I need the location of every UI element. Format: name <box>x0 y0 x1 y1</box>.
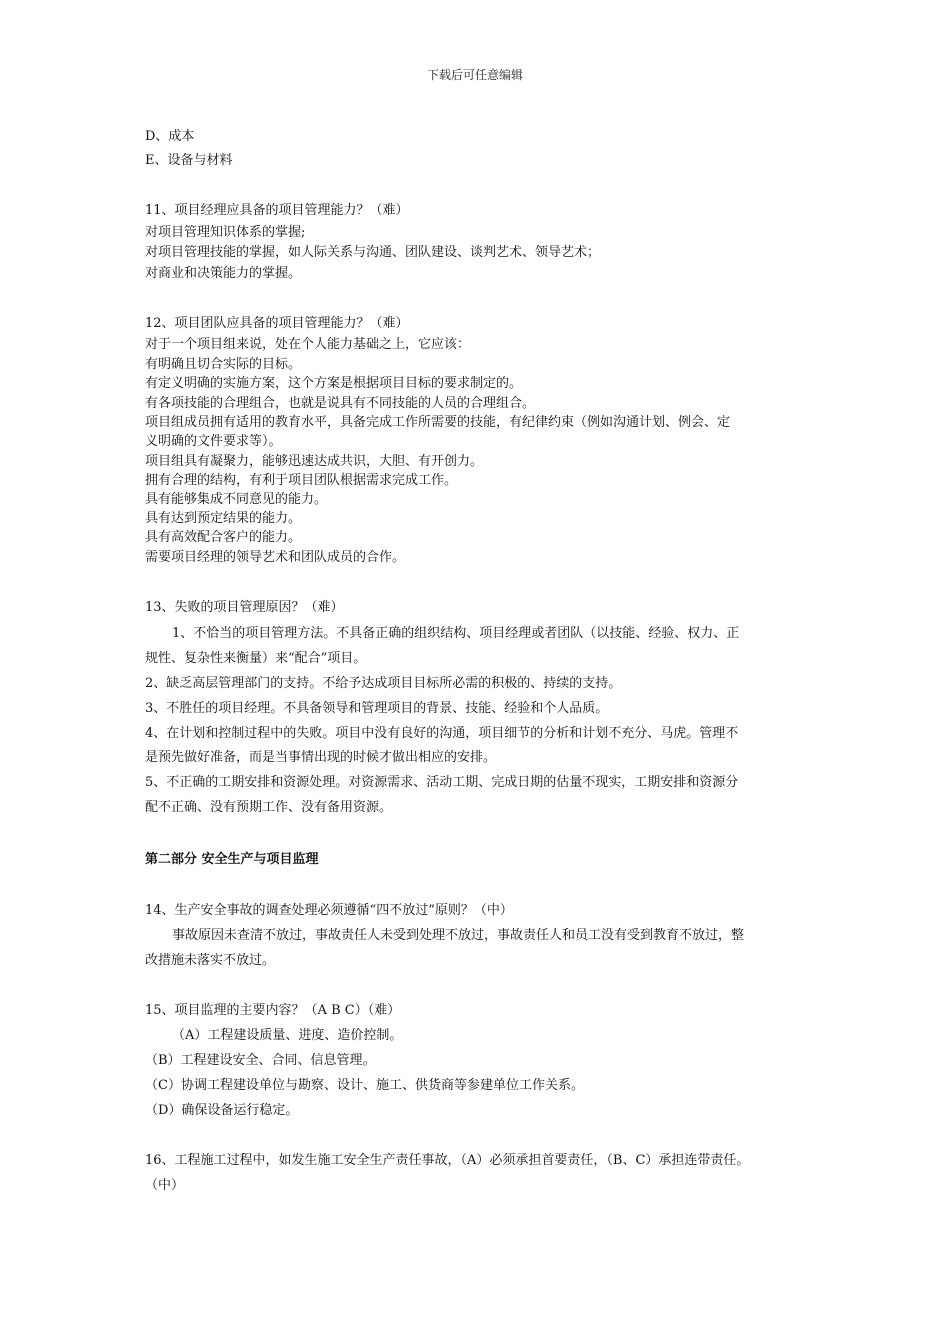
option-c: （C）协调工程建设单位与勘察、设计、施工、供货商等参建单位工作关系。 <box>145 1078 584 1093</box>
question-12: 12、项目团队应具备的项目管理能力？（难） <box>145 316 409 331</box>
question-14: 14、生产安全事故的调查处理必须遵循“四不放过”原则？（中） <box>145 903 513 918</box>
bullet-item: 具有达到预定结果的能力。 <box>145 511 302 526</box>
option-a: （A）工程建设质量、进度、造价控制。 <box>172 1028 403 1043</box>
answer-line: 事故原因未查清不放过，事故责任人未受到处理不放过，事故责任人和员工没有受到教育不放过，整 <box>172 928 745 943</box>
bullet-item: 有明确且切合实际的目标。 <box>145 357 302 372</box>
option-e: E、设备与材料 <box>145 153 233 168</box>
question-16-difficulty: （中） <box>145 1178 185 1193</box>
reason-1: 1、不恰当的项目管理方法。不具备正确的组织结构、项目经理或者团队（以技能、经验、权力、正 <box>172 626 740 641</box>
bullet-item: 项目组成员拥有适用的教育水平，具备完成工作所需要的技能，有纪律约束（例如沟通计划、例会、定 <box>145 415 731 430</box>
page-header: 下载后可任意编辑 <box>426 68 523 82</box>
bullet-item: 需要项目经理的领导艺术和团队成员的合作。 <box>145 550 406 565</box>
bullet-item: 有定义明确的实施方案，这个方案是根据项目目标的要求制定的。 <box>145 376 523 391</box>
answer-line: 对商业和决策能力的掌握。 <box>145 266 302 281</box>
reason-4-continued: 是预先做好准备，而是当事情出现的时候才做出相应的安排。 <box>145 750 497 765</box>
option-b: （B）工程建设安全、合同、信息管理。 <box>145 1053 376 1068</box>
reason-4: 4、在计划和控制过程中的失败。项目中没有良好的沟通，项目细节的分析和计划不充分、马虎。管理不 <box>145 726 739 741</box>
answer-line-continued: 改措施未落实不放过。 <box>145 953 276 968</box>
bullet-item: 具有高效配合客户的能力。 <box>145 530 302 545</box>
section-heading: 第二部分 安全生产与项目监理 <box>145 852 319 867</box>
question-16: 16、工程施工过程中，如发生施工安全生产责任事故，（A）必须承担首要责任，（B、C）承担连带责任。 <box>145 1153 750 1168</box>
reason-5-continued: 配不正确、没有预期工作、没有备用资源。 <box>145 800 393 815</box>
bullet-item: 项目组具有凝聚力，能够迅速达成共识，大胆、有开创力。 <box>145 454 484 469</box>
question-11: 11、项目经理应具备的项目管理能力？（难） <box>145 203 409 218</box>
option-d: （D）确保设备运行稳定。 <box>145 1103 299 1118</box>
question-13: 13、失败的项目管理原因？（难） <box>145 600 344 615</box>
option-d: D、成本 <box>145 129 195 144</box>
answer-line: 对于一个项目组来说，处在个人能力基础之上，它应该： <box>145 337 471 352</box>
answer-line: 对项目管理技能的掌握，如人际关系与沟通、团队建设、谈判艺术、领导艺术； <box>145 245 601 260</box>
reason-3: 3、不胜任的项目经理。不具备领导和管理项目的背景、技能、经验和个人品质。 <box>145 701 609 716</box>
reason-5: 5、不正确的工期安排和资源处理。对资源需求、活动工期、完成日期的估量不现实，工期安排和资源分 <box>145 775 739 790</box>
reason-1-continued: 规性、复杂性来衡量）来“配合”项目。 <box>145 651 367 666</box>
question-15: 15、项目监理的主要内容？（A B C）（难） <box>145 1003 401 1018</box>
bullet-item: 有各项技能的合理组合，也就是说具有不同技能的人员的合理组合。 <box>145 396 536 411</box>
bullet-item: 拥有合理的结构，有利于项目团队根据需求完成工作。 <box>145 473 458 488</box>
bullet-item-continued: 义明确的文件要求等）。 <box>145 434 282 449</box>
answer-line: 对项目管理知识体系的掌握; <box>145 225 306 240</box>
reason-2: 2、缺乏高层管理部门的支持。不给予达成项目目标所必需的积极的、持续的支持。 <box>145 676 622 691</box>
bullet-item: 具有能够集成不同意见的能力。 <box>145 492 328 507</box>
